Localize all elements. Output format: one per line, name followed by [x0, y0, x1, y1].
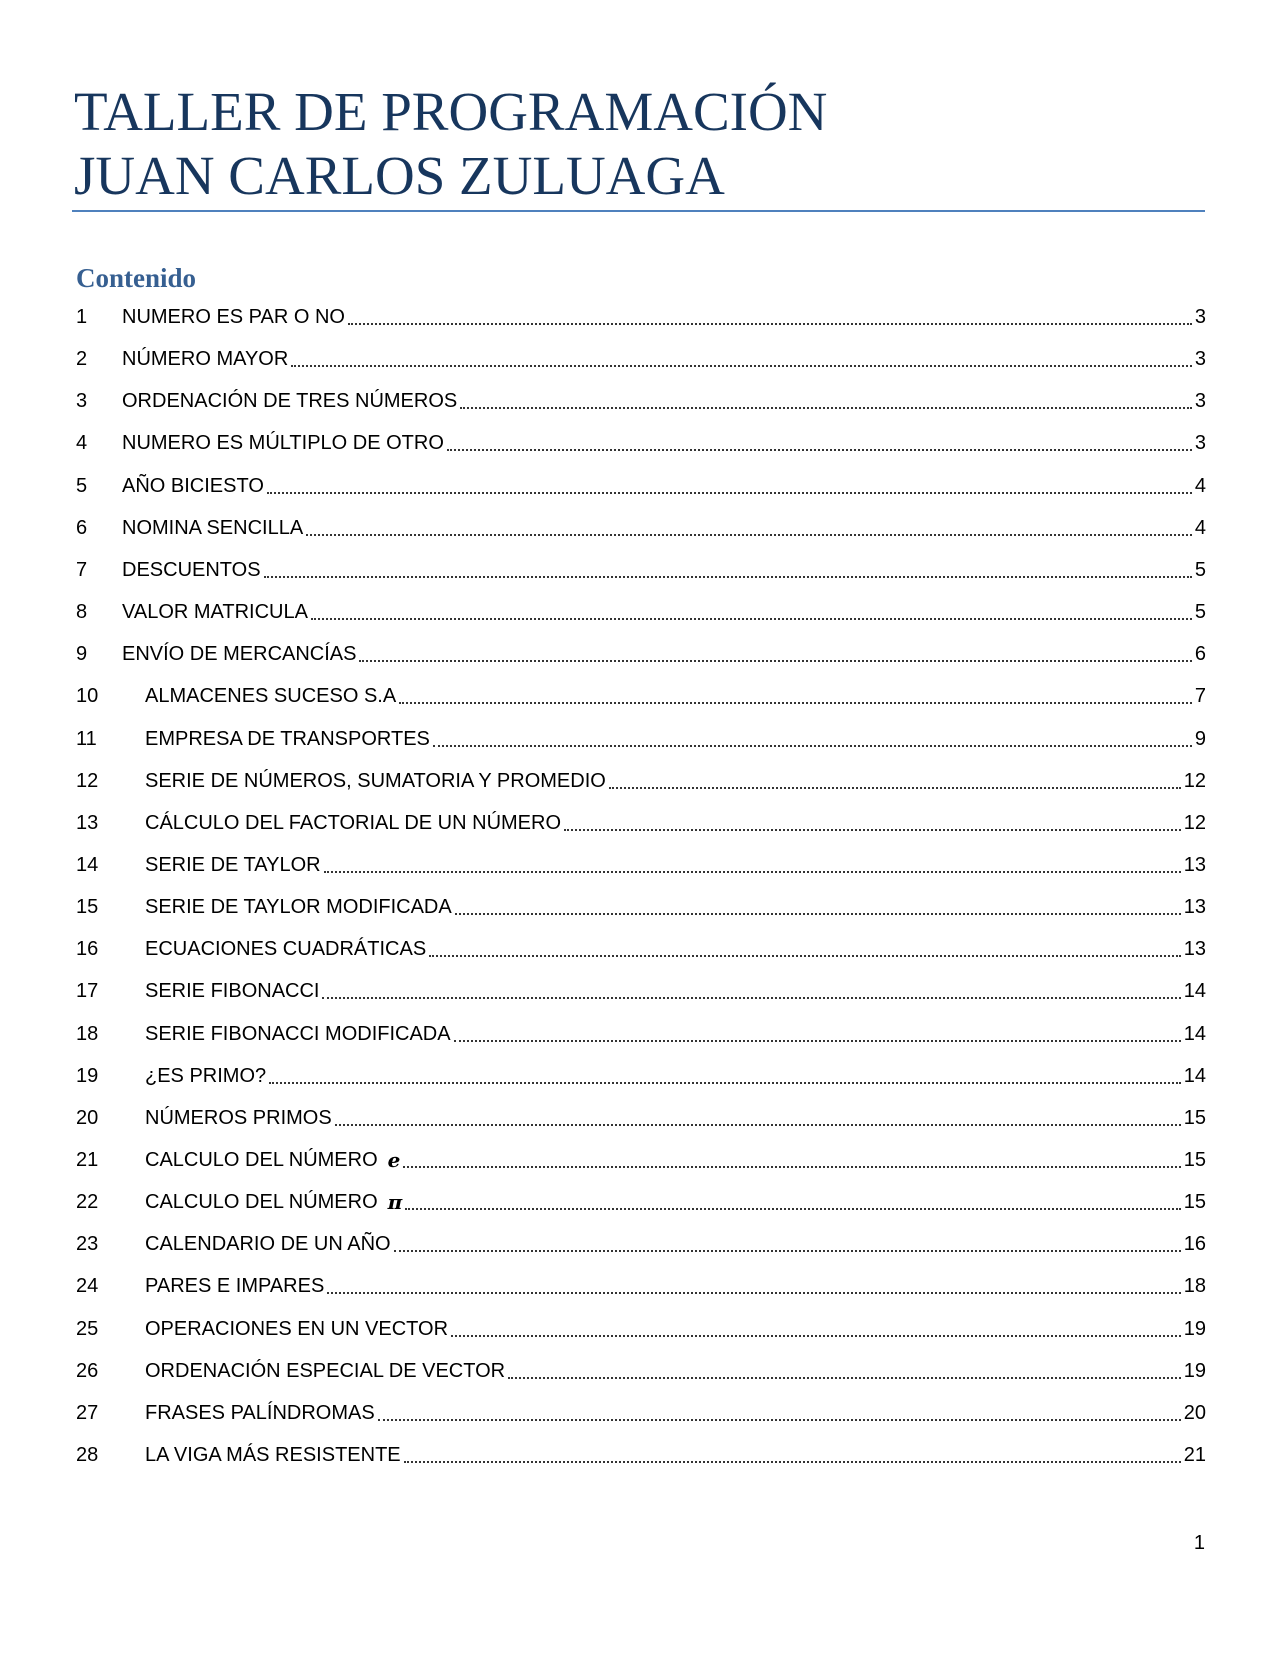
- toc-dot-leader: [403, 1165, 1180, 1168]
- toc-dot-leader: [460, 406, 1192, 409]
- toc-entry-number: 9: [76, 643, 88, 665]
- toc-entry-page: 14: [1183, 1065, 1206, 1087]
- toc-dot-leader: [399, 701, 1192, 704]
- toc-entry-title: CALENDARIO DE UN AÑO: [145, 1233, 391, 1255]
- toc-entry[interactable]: [76, 344, 1206, 374]
- toc-entry-page: 18: [1183, 1275, 1206, 1297]
- document-title: [74, 80, 1204, 208]
- toc-entry-number: 12: [76, 770, 99, 792]
- toc-entry-page: 4: [1194, 517, 1206, 539]
- toc-entry-title: PARES E IMPARES: [145, 1275, 325, 1297]
- toc-entry-title: ¿ES PRIMO?: [145, 1065, 267, 1087]
- toc-entry[interactable]: [76, 302, 1206, 332]
- toc-entry-title: VALOR MATRICULA: [122, 601, 308, 623]
- toc-entry-page: 4: [1194, 475, 1206, 497]
- toc-dot-leader: [394, 1249, 1181, 1252]
- toc-dot-leader: [322, 996, 1180, 999]
- toc-entry[interactable]: [76, 681, 1206, 711]
- toc-entry[interactable]: [76, 766, 1206, 796]
- toc-entry-number: 18: [76, 1023, 99, 1045]
- toc-entry-number: 24: [76, 1275, 99, 1297]
- toc-dot-leader: [378, 1418, 1181, 1421]
- toc-dot-leader: [335, 1123, 1181, 1126]
- toc-entry-page: 3: [1194, 348, 1206, 370]
- toc-entry-page: 20: [1183, 1402, 1206, 1424]
- toc-entry-page: 14: [1183, 1023, 1206, 1045]
- title-divider: [72, 210, 1205, 212]
- toc-entry[interactable]: [76, 1229, 1206, 1259]
- toc-entry-page: 15: [1183, 1107, 1206, 1129]
- toc-entry-title: NOMINA SENCILLA: [122, 517, 304, 539]
- toc-entry-number: 26: [76, 1360, 99, 1382]
- toc-entry-number: 16: [76, 938, 99, 960]
- toc-entry[interactable]: [76, 471, 1206, 501]
- toc-entry[interactable]: [76, 850, 1206, 880]
- toc-entry-page: 3: [1194, 306, 1206, 328]
- toc-dot-leader: [447, 448, 1192, 451]
- toc-dot-leader: [264, 575, 1192, 578]
- toc-entry-page: 6: [1194, 643, 1206, 665]
- toc-dot-leader: [269, 1081, 1181, 1084]
- toc-dot-leader: [327, 1291, 1180, 1294]
- toc-entry[interactable]: [76, 808, 1206, 838]
- toc-entry-title: NUMERO ES PAR O NO: [122, 306, 345, 328]
- toc-entry-title: DESCUENTOS: [122, 559, 261, 581]
- toc-entry[interactable]: [76, 597, 1206, 627]
- toc-dot-leader: [359, 659, 1191, 662]
- toc-entry-page: 9: [1194, 728, 1206, 750]
- toc-dot-leader: [348, 322, 1192, 325]
- toc-entry[interactable]: [76, 934, 1206, 964]
- toc-entry-title: SERIE DE TAYLOR: [145, 854, 321, 876]
- toc-entry[interactable]: [76, 1061, 1206, 1091]
- toc-dot-leader: [433, 744, 1192, 747]
- toc-entry[interactable]: [76, 724, 1206, 754]
- toc-entry[interactable]: [76, 976, 1206, 1006]
- toc-entry-title: EMPRESA DE TRANSPORTES: [145, 728, 430, 750]
- toc-dot-leader: [311, 617, 1192, 620]
- toc-entry-title: ALMACENES SUCESO S.A: [145, 685, 397, 707]
- toc-entry-number: 15: [76, 896, 99, 918]
- toc-entry-number: 1: [76, 306, 88, 328]
- toc-entry-number: 22: [76, 1191, 99, 1213]
- toc-entry-symbol: e: [387, 1148, 401, 1172]
- toc-entry-page: 15: [1183, 1149, 1206, 1171]
- toc-entry-number: 17: [76, 980, 99, 1002]
- toc-dot-leader: [508, 1376, 1181, 1379]
- toc-entry-number: 10: [76, 685, 99, 707]
- toc-entry-page: 16: [1183, 1233, 1206, 1255]
- toc-entry-page: 21: [1183, 1444, 1206, 1466]
- toc-entry-number: 2: [76, 348, 88, 370]
- toc-entry-title: ORDENACIÓN ESPECIAL DE VECTOR: [145, 1360, 506, 1382]
- toc-entry-title: NÚMERO MAYOR: [122, 348, 289, 370]
- toc-entry-number: 14: [76, 854, 99, 876]
- toc-entry[interactable]: [76, 1145, 1206, 1175]
- title-line-1: TALLER DE PROGRAMACIÓN: [74, 81, 828, 142]
- toc-entry[interactable]: [76, 639, 1206, 669]
- toc-entry[interactable]: [76, 1271, 1206, 1301]
- toc-entry[interactable]: [76, 892, 1206, 922]
- toc-dot-leader: [404, 1460, 1181, 1463]
- toc-entry-page: 12: [1183, 770, 1206, 792]
- toc-entry-page: 15: [1183, 1191, 1206, 1213]
- toc-entry[interactable]: [76, 513, 1206, 543]
- toc-entry-page: 12: [1183, 812, 1206, 834]
- toc-entry-symbol: π: [387, 1190, 403, 1214]
- toc-entry-number: 19: [76, 1065, 99, 1087]
- toc-entry[interactable]: [76, 1398, 1206, 1428]
- toc-entry[interactable]: [76, 555, 1206, 585]
- toc-entry-number: 25: [76, 1318, 99, 1340]
- toc-entry-number: 3: [76, 390, 88, 412]
- toc-entry-page: 13: [1183, 938, 1206, 960]
- toc-entry-title: LA VIGA MÁS RESISTENTE: [145, 1444, 401, 1466]
- toc-entry-number: 21: [76, 1149, 99, 1171]
- toc-entry-number: 27: [76, 1402, 99, 1424]
- toc-entry-title: OPERACIONES EN UN VECTOR: [145, 1318, 449, 1340]
- toc-entry-page: 3: [1194, 390, 1206, 412]
- toc-entry-number: 4: [76, 432, 88, 454]
- title-line-2: JUAN CARLOS ZULUAGA: [74, 145, 725, 206]
- toc-entry-number: 7: [76, 559, 88, 581]
- toc-entry-number: 13: [76, 812, 99, 834]
- toc-dot-leader: [324, 870, 1181, 873]
- toc-entry-number: 20: [76, 1107, 99, 1129]
- toc-entry-page: 19: [1183, 1360, 1206, 1382]
- toc-entry-page: 5: [1194, 559, 1206, 581]
- toc-dot-leader: [405, 1207, 1180, 1210]
- toc-entry-title: SERIE DE NÚMEROS, SUMATORIA Y PROMEDIO: [145, 770, 606, 792]
- toc-entry-number: 5: [76, 475, 88, 497]
- toc-entry-title: ENVÍO DE MERCANCÍAS: [122, 643, 357, 665]
- toc-entry-title: FRASES PALÍNDROMAS: [145, 1402, 375, 1424]
- toc-entry[interactable]: [76, 1440, 1206, 1470]
- toc-dot-leader: [429, 954, 1181, 957]
- toc-entry-title: SERIE FIBONACCI MODIFICADA: [145, 1023, 451, 1045]
- toc-entry[interactable]: [76, 386, 1206, 416]
- toc-dot-leader: [306, 533, 1192, 536]
- toc-dot-leader: [291, 364, 1192, 367]
- toc-entry-page: 13: [1183, 896, 1206, 918]
- toc-entry-number: 23: [76, 1233, 99, 1255]
- toc-entry-page: 5: [1194, 601, 1206, 623]
- toc-entry-title: SERIE FIBONACCI: [145, 980, 320, 1002]
- toc-heading: Contenido: [76, 263, 197, 293]
- toc-dot-leader: [564, 828, 1181, 831]
- toc-dot-leader: [454, 1039, 1181, 1042]
- toc-entry-page: 14: [1183, 980, 1206, 1002]
- toc-entry-number: 6: [76, 517, 88, 539]
- toc-entry-title: CALCULO DEL NÚMERO: [145, 1149, 378, 1171]
- toc-entry-title: NUMERO ES MÚLTIPLO DE OTRO: [122, 432, 444, 454]
- toc-entry[interactable]: [76, 1187, 1206, 1217]
- toc-entry-title: CALCULO DEL NÚMERO: [145, 1191, 378, 1213]
- toc-entry[interactable]: [76, 1356, 1206, 1386]
- toc-entry-title: SERIE DE TAYLOR MODIFICADA: [145, 896, 452, 918]
- page-number: 1: [1193, 1532, 1205, 1554]
- toc-entry-title: ECUACIONES CUADRÁTICAS: [145, 938, 427, 960]
- toc-entry-number: 8: [76, 601, 88, 623]
- toc-entry-page: 7: [1194, 685, 1206, 707]
- toc-entry-title: CÁLCULO DEL FACTORIAL DE UN NÚMERO: [145, 812, 562, 834]
- toc-entry[interactable]: [76, 1019, 1206, 1049]
- toc-entry-page: 19: [1183, 1318, 1206, 1340]
- toc-entry-title: AÑO BICIESTO: [122, 475, 264, 497]
- toc-entry-number: 11: [76, 728, 97, 750]
- toc-dot-leader: [451, 1334, 1181, 1337]
- toc-entry-page: 3: [1194, 432, 1206, 454]
- toc-entry[interactable]: [76, 428, 1206, 458]
- toc-entry[interactable]: [76, 1103, 1206, 1133]
- toc-dot-leader: [609, 786, 1181, 789]
- toc-entry[interactable]: [76, 1314, 1206, 1344]
- toc-dot-leader: [267, 491, 1192, 494]
- toc-entry-title: ORDENACIÓN DE TRES NÚMEROS: [122, 390, 458, 412]
- toc-entry-title: NÚMEROS PRIMOS: [145, 1107, 332, 1129]
- toc-entry-page: 13: [1183, 854, 1206, 876]
- toc-entry-number: 28: [76, 1444, 99, 1466]
- toc-dot-leader: [455, 912, 1181, 915]
